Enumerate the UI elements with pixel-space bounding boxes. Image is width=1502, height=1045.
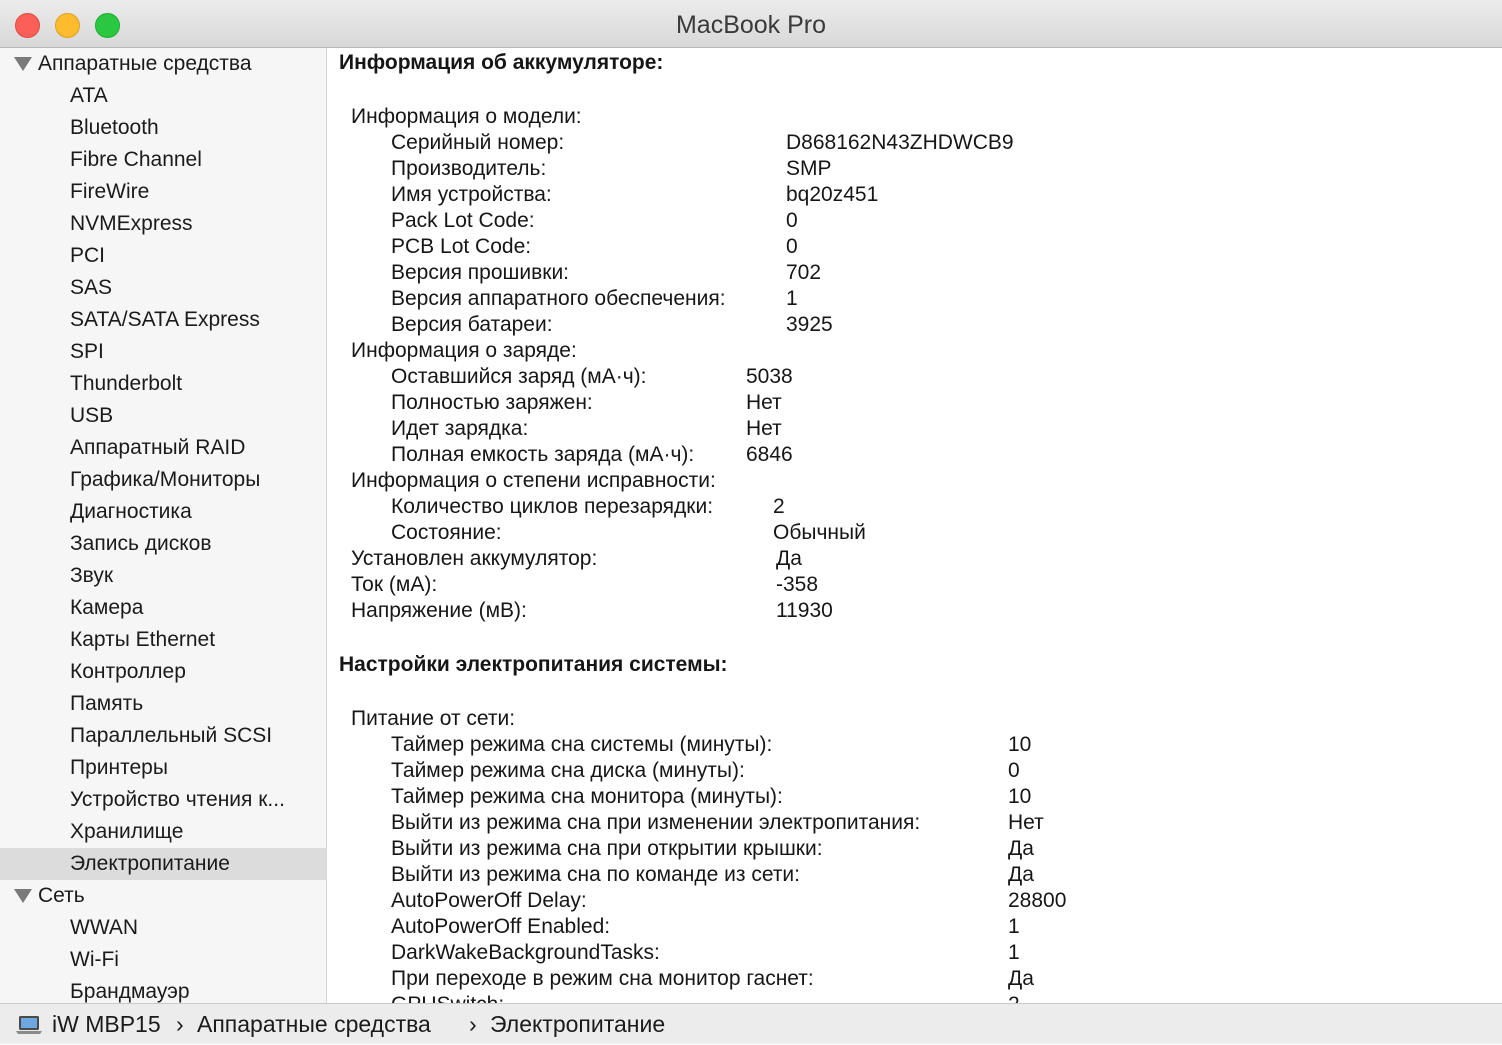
cycle-count-label: Количество циклов перезарядки: xyxy=(391,495,714,518)
path-power[interactable]: Электропитание xyxy=(490,1011,666,1037)
wake-lan-label: Выйти из режима сна по команде из сети: xyxy=(391,863,800,886)
serial-value: D868162N43ZHDWCB9 xyxy=(786,131,1014,154)
path-separator: › xyxy=(176,1011,184,1037)
wake-power-change-label: Выйти из режима сна при изменении электропитания: xyxy=(391,811,921,834)
darkwake-value: 1 xyxy=(1008,941,1020,964)
display-dim-value: Да xyxy=(1008,967,1034,990)
manufacturer-label: Производитель: xyxy=(391,157,547,180)
device-name-label: Имя устройства: xyxy=(391,183,552,206)
sidebar-item-disc-burning[interactable]: Запись дисков xyxy=(70,532,212,555)
sidebar-group-network[interactable]: Сеть xyxy=(0,880,326,912)
power-settings-heading: Настройки электропитания системы: xyxy=(339,653,728,676)
sidebar-item-nvmexpress[interactable]: NVMExpress xyxy=(70,212,193,235)
sidebar-item-parallel-scsi[interactable]: Параллельный SCSI xyxy=(70,724,273,747)
voltage-label: Напряжение (мВ): xyxy=(351,599,527,622)
battery-installed-value: Да xyxy=(776,547,802,570)
laptop-icon xyxy=(15,1015,43,1035)
disclosure-triangle-icon[interactable] xyxy=(14,889,32,903)
darkwake-label: DarkWakeBackgroundTasks: xyxy=(391,941,660,964)
firmware-value: 702 xyxy=(786,261,822,284)
pack-lot-value: 0 xyxy=(786,209,798,232)
manufacturer-value: SMP xyxy=(786,157,832,180)
sidebar-item-sas[interactable]: SAS xyxy=(70,276,113,299)
wake-lid-label: Выйти из режима сна при открытии крышки: xyxy=(391,837,823,860)
display-sleep-label: Таймер режима сна монитора (минуты): xyxy=(391,785,783,808)
fully-charged-value: Нет xyxy=(746,391,782,414)
amperage-value: -358 xyxy=(776,573,819,596)
serial-label: Серийный номер: xyxy=(391,131,565,154)
display-sleep-value: 10 xyxy=(1008,785,1032,808)
sidebar-item-audio[interactable]: Звук xyxy=(70,564,114,587)
title-bar xyxy=(0,0,1502,48)
autopoweroff-enabled-value: 1 xyxy=(1008,915,1020,938)
path-separator: › xyxy=(469,1011,477,1037)
charging-value: Нет xyxy=(746,417,782,440)
path-hardware[interactable]: Аппаратные средства xyxy=(197,1011,431,1037)
cycle-count-value: 2 xyxy=(773,495,785,518)
sidebar-item-ethernet-cards[interactable]: Карты Ethernet xyxy=(70,628,216,651)
charge-info-label: Информация о заряде: xyxy=(351,339,577,362)
sidebar[interactable] xyxy=(0,48,327,1003)
sidebar-item-sata[interactable]: SATA/SATA Express xyxy=(70,308,260,331)
sidebar-item-spi[interactable]: SPI xyxy=(70,340,104,363)
model-info-label: Информация о модели: xyxy=(351,105,582,128)
condition-value: Обычный xyxy=(773,521,866,544)
device-name-value: bq20z451 xyxy=(786,183,879,206)
disclosure-triangle-icon[interactable] xyxy=(14,57,32,71)
health-info-label: Информация о степени исправности: xyxy=(351,469,716,492)
path-bar xyxy=(0,1003,1502,1044)
sidebar-item-wwan[interactable]: WWAN xyxy=(70,916,139,939)
sidebar-group-hardware[interactable]: Аппаратные средства xyxy=(0,48,326,80)
wake-lid-value: Да xyxy=(1008,837,1034,860)
sidebar-item-memory[interactable]: Память xyxy=(70,692,144,715)
sidebar-item-storage[interactable]: Хранилище xyxy=(70,820,184,843)
sidebar-item-diagnostics[interactable]: Диагностика xyxy=(70,500,192,523)
sidebar-item-power[interactable]: Электропитание xyxy=(0,848,326,880)
system-sleep-value: 10 xyxy=(1008,733,1032,756)
disk-sleep-label: Таймер режима сна диска (минуты): xyxy=(391,759,745,782)
pcb-lot-label: PCB Lot Code: xyxy=(391,235,532,258)
wake-power-change-value: Нет xyxy=(1008,811,1044,834)
firmware-label: Версия прошивки: xyxy=(391,261,570,284)
display-dim-label: При переходе в режим сна монитор гаснет: xyxy=(391,967,814,990)
sidebar-item-firewire[interactable]: FireWire xyxy=(70,180,150,203)
charging-label: Идет зарядка: xyxy=(391,417,529,440)
disk-sleep-value: 0 xyxy=(1008,759,1020,782)
sidebar-item-usb[interactable]: USB xyxy=(70,404,114,427)
sidebar-item-ata[interactable]: ATA xyxy=(70,84,108,107)
path-computer[interactable]: iW MBP15 xyxy=(52,1011,161,1037)
wake-lan-value: Да xyxy=(1008,863,1034,886)
sidebar-item-bluetooth[interactable]: Bluetooth xyxy=(70,116,159,139)
sidebar-item-camera[interactable]: Камера xyxy=(70,596,144,619)
window-title: MacBook Pro xyxy=(675,11,827,39)
sidebar-item-fibre-channel[interactable]: Fibre Channel xyxy=(70,148,202,171)
cell-revision-label: Версия батареи: xyxy=(391,313,553,336)
autopoweroff-delay-value: 28800 xyxy=(1008,889,1067,912)
autopoweroff-delay-label: AutoPowerOff Delay: xyxy=(391,889,587,912)
system-sleep-label: Таймер режима сна системы (минуты): xyxy=(391,733,773,756)
fully-charged-label: Полностью заряжен: xyxy=(391,391,593,414)
ac-power-label: Питание от сети: xyxy=(351,707,516,730)
battery-heading: Информация об аккумуляторе: xyxy=(339,51,664,74)
sidebar-item-printers[interactable]: Принтеры xyxy=(70,756,168,779)
full-capacity-label: Полная емкость заряда (мА·ч): xyxy=(391,443,695,466)
sidebar-item-card-reader[interactable]: Устройство чтения к... xyxy=(70,788,285,811)
detail-pane[interactable] xyxy=(328,48,1502,1003)
remaining-charge-label: Оставшийся заряд (мА·ч): xyxy=(391,365,647,388)
sidebar-item-graphics-displays[interactable]: Графика/Мониторы xyxy=(70,468,261,491)
cell-revision-value: 3925 xyxy=(786,313,833,336)
sidebar-item-firewall[interactable]: Брандмауэр xyxy=(70,980,190,1003)
sidebar-item-hardware-raid[interactable]: Аппаратный RAID xyxy=(70,436,246,459)
sidebar-item-wifi[interactable]: Wi-Fi xyxy=(70,948,119,971)
hardware-revision-label: Версия аппаратного обеспечения: xyxy=(391,287,726,310)
condition-label: Состояние: xyxy=(391,521,502,544)
amperage-label: Ток (мА): xyxy=(351,573,438,596)
pack-lot-label: Pack Lot Code: xyxy=(391,209,535,232)
full-capacity-value: 6846 xyxy=(746,443,793,466)
sidebar-item-thunderbolt[interactable]: Thunderbolt xyxy=(70,372,183,395)
voltage-value: 11930 xyxy=(776,599,833,622)
pcb-lot-value: 0 xyxy=(786,235,798,258)
remaining-charge-value: 5038 xyxy=(746,365,793,388)
autopoweroff-enabled-label: AutoPowerOff Enabled: xyxy=(391,915,611,938)
battery-installed-label: Установлен аккумулятор: xyxy=(351,547,598,570)
sidebar-item-controller[interactable]: Контроллер xyxy=(70,660,186,683)
hardware-revision-value: 1 xyxy=(786,287,798,310)
sidebar-item-pci[interactable]: PCI xyxy=(70,244,106,267)
